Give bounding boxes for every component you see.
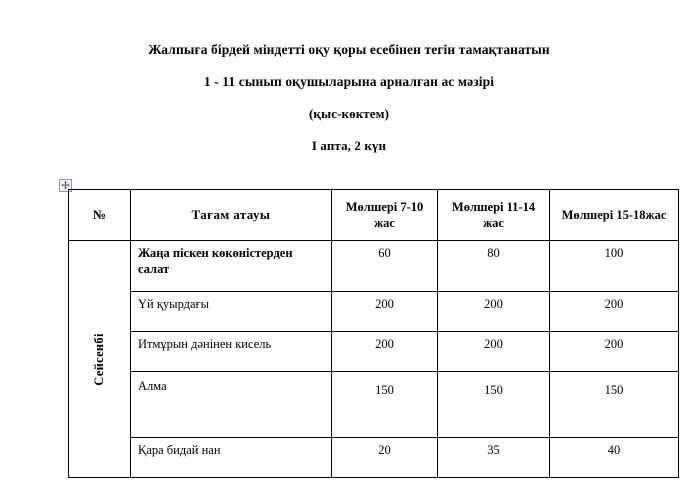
table-row bbox=[69, 372, 679, 438]
amount-15-18: 200 bbox=[550, 332, 679, 372]
amount-11-14: 150 bbox=[438, 372, 550, 438]
table-row bbox=[69, 292, 679, 332]
column-header-dish: Тағам атауы bbox=[131, 190, 332, 241]
amount-7-10: 150 bbox=[332, 372, 438, 438]
document-title-block bbox=[0, 34, 698, 162]
day-label: Сейсенбі bbox=[91, 332, 106, 386]
amount-11-14: 35 bbox=[438, 438, 550, 478]
amount-7-10: 200 bbox=[332, 292, 438, 332]
amount-15-18: 200 bbox=[550, 292, 679, 332]
amount-11-14: 200 bbox=[438, 292, 550, 332]
amount-7-10: 60 bbox=[332, 241, 438, 292]
table-body bbox=[69, 241, 679, 478]
title-line-1: Жалпыға бірдей міндетті оқу қоры есебінен тегін тамақтанатын bbox=[148, 42, 550, 57]
table-header-row bbox=[69, 190, 679, 241]
table-row bbox=[69, 241, 679, 292]
title-line-2: 1 - 11 сынып оқушыларына арналған ас мәзірі bbox=[203, 74, 495, 89]
title-line-4: I апта, 2 күн bbox=[311, 138, 387, 153]
dish-name: Үй қуырдағы bbox=[131, 292, 332, 332]
menu-table bbox=[68, 189, 679, 478]
day-cell bbox=[69, 241, 131, 478]
amount-15-18: 40 bbox=[550, 438, 679, 478]
table-row bbox=[69, 332, 679, 372]
column-header-age-15-18: Мөлшері 15-18жас bbox=[550, 190, 679, 241]
column-header-number: № bbox=[69, 190, 131, 241]
amount-15-18: 150 bbox=[550, 372, 679, 438]
amount-15-18: 100 bbox=[550, 241, 679, 292]
amount-11-14: 80 bbox=[438, 241, 550, 292]
amount-11-14: 200 bbox=[438, 332, 550, 372]
dish-name: Алма bbox=[131, 372, 332, 438]
amount-7-10: 20 bbox=[332, 438, 438, 478]
dish-name: Итмұрын дәнінен кисель bbox=[131, 332, 332, 372]
dish-name: Қара бидай нан bbox=[131, 438, 332, 478]
table-row bbox=[69, 438, 679, 478]
amount-7-10: 200 bbox=[332, 332, 438, 372]
column-header-age-7-10: Мөлшері 7-10 жас bbox=[332, 190, 438, 241]
title-line-3: (қыс-көктем) bbox=[308, 106, 390, 121]
column-header-age-11-14: Мөлшері 11-14 жас bbox=[438, 190, 550, 241]
dish-name: Жаңа піскен көкөністерден салат bbox=[131, 241, 332, 292]
